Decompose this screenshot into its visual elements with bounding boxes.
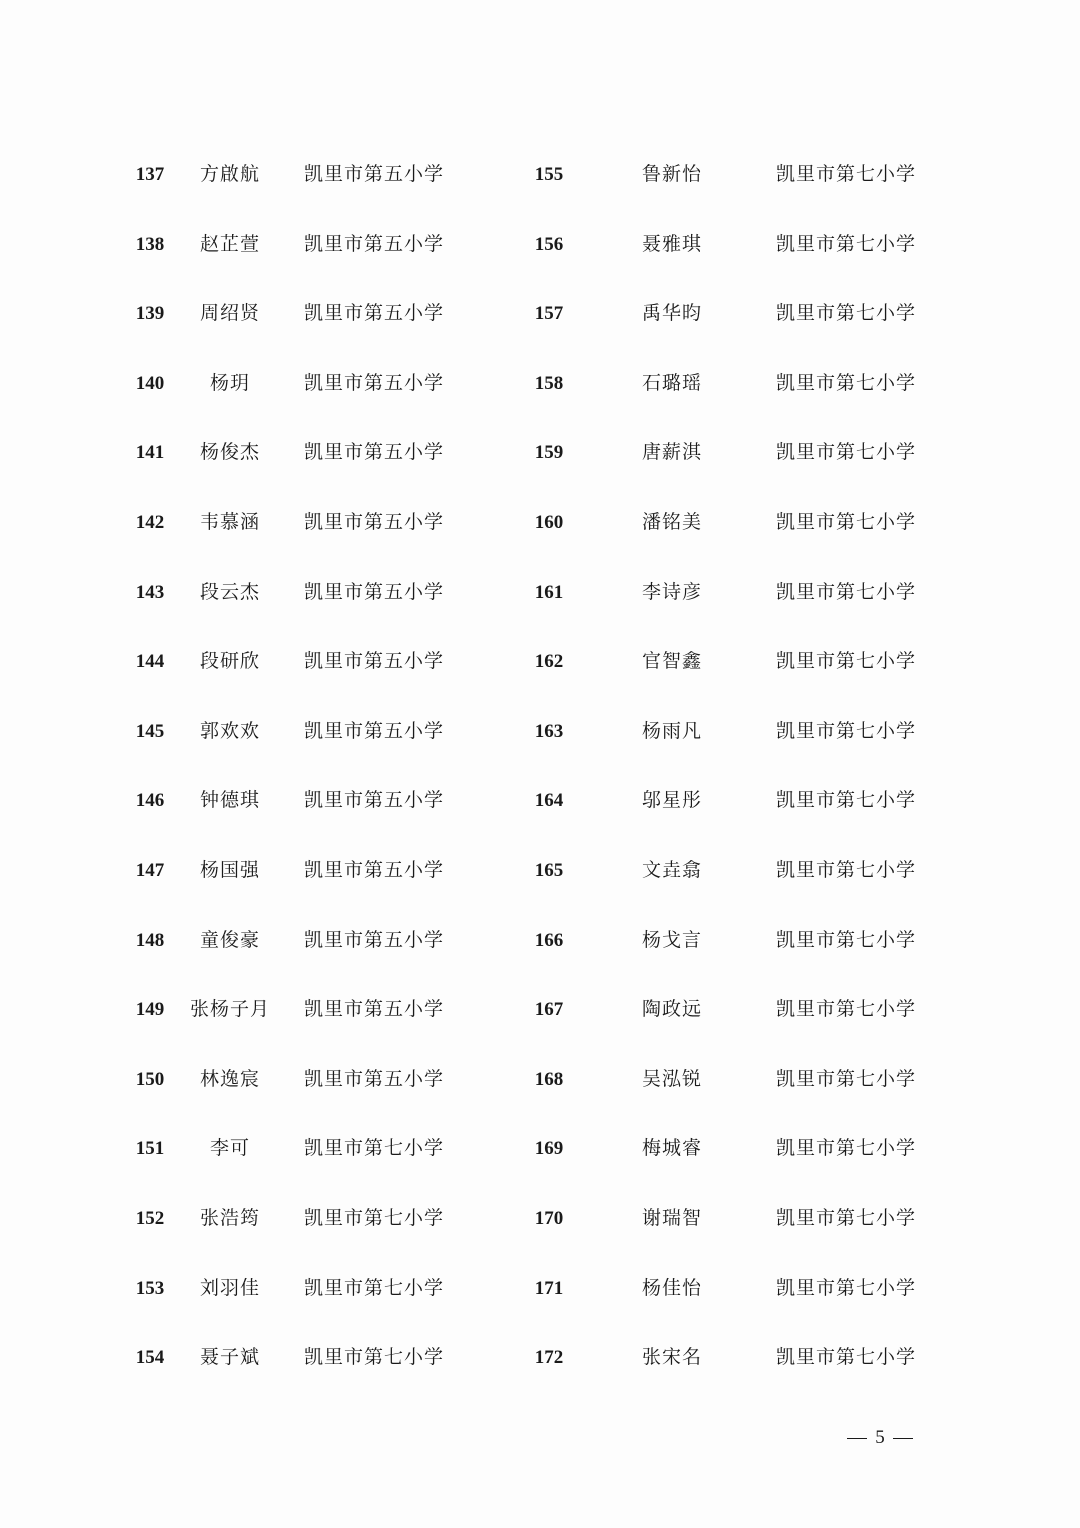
- left-entry-school: 凯里市第五小学: [304, 719, 445, 742]
- right-entry-number: 167: [534, 999, 564, 1021]
- right-entry-school: 凯里市第七小学: [776, 998, 917, 1021]
- roster-row: [0, 558, 1080, 628]
- left-entry-number: 137: [135, 164, 165, 185]
- left-entry-number: 152: [135, 1207, 165, 1229]
- right-entry-school: 凯里市第七小学: [776, 858, 917, 881]
- left-entry-school: 凯里市第七小学: [304, 1206, 445, 1229]
- right-entry-name: 张宋名: [641, 1346, 702, 1369]
- left-entry-school: 凯里市第五小学: [304, 789, 445, 812]
- right-entry-number: 165: [534, 859, 564, 881]
- right-entry-number: 166: [534, 929, 564, 951]
- right-entry-school: 凯里市第七小学: [776, 1346, 917, 1369]
- left-entry-name: 杨玥: [209, 371, 250, 394]
- right-entry-name: 梅城睿: [641, 1137, 702, 1160]
- left-entry-number: 143: [135, 581, 165, 603]
- left-entry-number: 153: [135, 1277, 165, 1299]
- left-entry-name: 林逸宸: [199, 1067, 260, 1090]
- right-entry-name: 杨戈言: [641, 928, 702, 951]
- dash-left: [847, 1438, 867, 1439]
- roster-row: [0, 349, 1080, 419]
- left-entry-name: 张浩筠: [199, 1206, 260, 1229]
- left-entry-number: 149: [135, 999, 165, 1021]
- left-entry-school: 凯里市第五小学: [304, 998, 445, 1021]
- left-entry-school: 凯里市第五小学: [304, 858, 445, 881]
- roster-row: [0, 766, 1080, 836]
- roster-row: [0, 1045, 1080, 1115]
- left-entry-name: 刘羽佳: [199, 1276, 260, 1299]
- roster-row: [0, 836, 1080, 906]
- right-entry-number: 161: [534, 581, 564, 603]
- right-entry-number: 157: [534, 303, 564, 325]
- left-entry-number: 141: [135, 442, 165, 464]
- left-entry-name: 童俊豪: [199, 928, 260, 951]
- roster-row: [0, 488, 1080, 558]
- right-entry-number: 162: [534, 651, 564, 673]
- left-entry-name: 杨俊杰: [199, 441, 260, 464]
- right-entry-name: 吴泓锐: [641, 1067, 702, 1090]
- right-entry-number: 172: [534, 1347, 564, 1369]
- roster-row: [0, 418, 1080, 488]
- right-entry-number: 171: [534, 1277, 564, 1299]
- right-entry-school: 凯里市第七小学: [776, 789, 917, 812]
- right-entry-school: 凯里市第七小学: [776, 441, 917, 464]
- left-entry-name: 段云杰: [199, 580, 260, 603]
- right-entry-number: 164: [534, 790, 564, 812]
- right-entry-name: 邬星彤: [641, 789, 702, 812]
- right-entry-school: 凯里市第七小学: [776, 163, 917, 185]
- dash-right: [893, 1438, 913, 1439]
- right-entry-school: 凯里市第七小学: [776, 232, 917, 255]
- right-entry-name: 谢瑞智: [641, 1206, 702, 1229]
- left-entry-name: 韦慕涵: [199, 510, 260, 533]
- left-entry-number: 145: [135, 720, 165, 742]
- right-entry-name: 李诗彦: [641, 580, 702, 603]
- left-entry-name: 段研欣: [199, 650, 260, 673]
- right-entry-number: 170: [534, 1207, 564, 1229]
- left-entry-name: 张杨子月: [189, 998, 270, 1021]
- right-entry-name: 杨佳怡: [641, 1276, 702, 1299]
- right-entry-name: 唐薪淇: [641, 441, 702, 464]
- right-entry-school: 凯里市第七小学: [776, 719, 917, 742]
- left-entry-school: 凯里市第五小学: [304, 302, 445, 325]
- right-entry-number: 155: [534, 164, 564, 185]
- right-entry-school: 凯里市第七小学: [776, 1276, 917, 1299]
- right-entry-name: 聂雅琪: [641, 232, 702, 255]
- right-entry-school: 凯里市第七小学: [776, 1206, 917, 1229]
- left-entry-name: 聂子斌: [199, 1346, 260, 1369]
- right-entry-number: 168: [534, 1068, 564, 1090]
- left-entry-number: 144: [135, 651, 165, 673]
- left-entry-school: 凯里市第七小学: [304, 1276, 445, 1299]
- right-entry-school: 凯里市第七小学: [776, 302, 917, 325]
- left-entry-school: 凯里市第七小学: [304, 1137, 445, 1160]
- left-entry-number: 146: [135, 790, 165, 812]
- right-entry-name: 官智鑫: [641, 650, 702, 673]
- roster-row: [0, 1254, 1080, 1324]
- left-entry-number: 139: [135, 303, 165, 325]
- left-entry-number: 142: [135, 511, 165, 533]
- left-entry-school: 凯里市第五小学: [304, 232, 445, 255]
- right-entry-school: 凯里市第七小学: [776, 1067, 917, 1090]
- right-entry-name: 潘铭美: [641, 510, 702, 533]
- right-entry-school: 凯里市第七小学: [776, 580, 917, 603]
- right-entry-school: 凯里市第七小学: [776, 510, 917, 533]
- left-entry-school: 凯里市第五小学: [304, 1067, 445, 1090]
- left-entry-number: 154: [135, 1347, 165, 1369]
- right-entry-number: 156: [534, 233, 564, 255]
- right-entry-name: 禹华昀: [641, 302, 702, 325]
- page-number-footer: [820, 1427, 940, 1449]
- left-entry-number: 150: [135, 1068, 165, 1090]
- page-number: 5: [875, 1427, 885, 1448]
- left-entry-name: 杨国强: [199, 858, 260, 881]
- right-entry-number: 169: [534, 1138, 564, 1160]
- award-roster-list: [0, 140, 1080, 1393]
- right-entry-school: 凯里市第七小学: [776, 650, 917, 673]
- right-entry-number: 163: [534, 720, 564, 742]
- roster-row: [0, 627, 1080, 697]
- left-entry-number: 147: [135, 859, 165, 881]
- right-entry-school: 凯里市第七小学: [776, 371, 917, 394]
- right-entry-name: 陶政远: [641, 998, 702, 1021]
- left-entry-school: 凯里市第五小学: [304, 580, 445, 603]
- left-entry-school: 凯里市第五小学: [304, 441, 445, 464]
- left-entry-school: 凯里市第五小学: [304, 928, 445, 951]
- right-entry-name: 文垚翕: [641, 858, 702, 881]
- roster-row: [0, 210, 1080, 280]
- left-entry-school: 凯里市第五小学: [304, 371, 445, 394]
- left-entry-number: 140: [135, 372, 165, 394]
- right-entry-name: 石璐瑶: [641, 371, 702, 394]
- left-entry-name: 郭欢欢: [199, 719, 260, 742]
- left-entry-school: 凯里市第七小学: [304, 1346, 445, 1369]
- roster-row: [0, 1323, 1080, 1393]
- left-entry-school: 凯里市第五小学: [304, 650, 445, 673]
- roster-row: [0, 1114, 1080, 1184]
- roster-row: [0, 1184, 1080, 1254]
- left-entry-school: 凯里市第五小学: [304, 510, 445, 533]
- left-entry-name: 周绍贤: [199, 302, 260, 325]
- left-entry-name: 李可: [209, 1137, 250, 1160]
- roster-row: [0, 975, 1080, 1045]
- left-entry-number: 138: [135, 233, 165, 255]
- left-entry-school: 凯里市第五小学: [304, 163, 445, 185]
- roster-row: [0, 906, 1080, 976]
- right-entry-number: 160: [534, 511, 564, 533]
- left-entry-name: 钟德琪: [199, 789, 260, 812]
- right-entry-number: 159: [534, 442, 564, 464]
- roster-row: [0, 697, 1080, 767]
- roster-row: [0, 140, 1080, 210]
- right-entry-name: 杨雨凡: [641, 719, 702, 742]
- roster-row: [0, 279, 1080, 349]
- left-entry-name: 赵芷萱: [199, 232, 260, 255]
- right-entry-school: 凯里市第七小学: [776, 928, 917, 951]
- left-entry-name: 方啟航: [199, 163, 260, 185]
- left-entry-number: 148: [135, 929, 165, 951]
- right-entry-number: 158: [534, 372, 564, 394]
- right-entry-school: 凯里市第七小学: [776, 1137, 917, 1160]
- right-entry-name: 鲁新怡: [641, 163, 702, 185]
- left-entry-number: 151: [135, 1138, 165, 1160]
